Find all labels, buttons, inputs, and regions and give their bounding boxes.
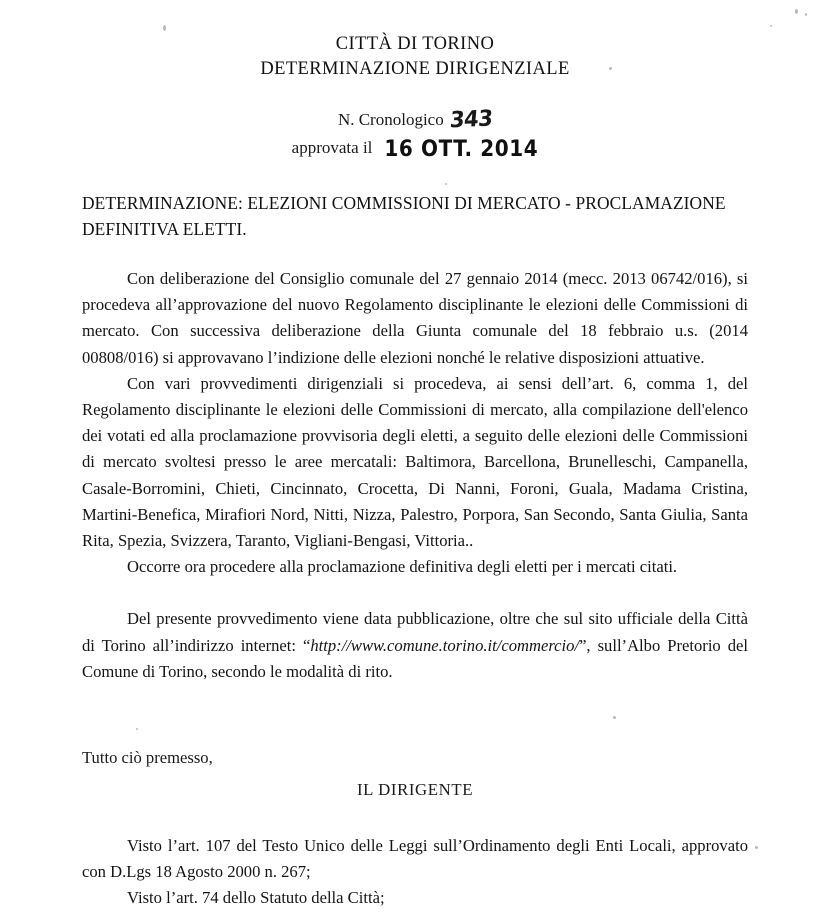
document-type-title: DETERMINAZIONE DIRIGENZIALE — [260, 59, 570, 79]
scan-speckle — [755, 846, 758, 849]
approval-date-row — [292, 136, 539, 160]
premesso-line: Tutto ciò premesso, — [82, 748, 213, 768]
visto-article-74: Visto l’art. 74 dello Statuto della Città; — [127, 888, 385, 908]
organization-title: CITTÀ DI TORINO — [335, 34, 495, 54]
body-paragraph-1: Con deliberazione del Consiglio comunale del 27 gennaio 2014 (mecc. 2013 06742/016), si procedeva all’approvazione del nuovo Regolamento disciplinante le elezioni delle Commissioni di mercato. Con successiva deliberazione della Giunta comunale del 18 febbraio u.s. (2014 00808/016) si approvavano l’indizione delle elezioni nonché le relative disposizioni attuative. — [82, 269, 748, 367]
approval-date-stamp: 16 OTT. 2014 — [384, 134, 539, 162]
registration-block — [82, 107, 748, 160]
determination-subject: DETERMINAZIONE: ELEZIONI COMMISSIONI DI MERCATO - PROCLAMAZIONE DEFINITIVA ELETTI. — [82, 193, 726, 239]
cronologico-row — [338, 107, 492, 132]
body-paragraph-2: Con vari provvedimenti dirigenziali si procedeva, ai sensi dell’art. 6, comma 1, del Regolamento disciplinante le elezioni delle Commissioni di mercato, alla compilazione dell'elenco dei votati ed alla proclamazione provvisoria degli eletti, a seguito delle elezioni delle Commissioni di mercato svoltesi presso le aree mercatali: Baltimora, Barcellona, Brunelleschi, Campanella, Casale-Borromini, Chieti, Cincinnato, Crocetta, Di Nanni, Foroni, Guala, Madama Cristina, Martini-Benefica, Mirafiori Nord, Nitti, Nizza, Palestro, Porpora, San Secondo, Santa Giulia, Santa Rita, Spezia, Svizzera, Taranto, Vigliani-Bengasi, Vittoria.. — [82, 373, 748, 551]
scan-speckle — [770, 25, 772, 27]
body-paragraph-4 — [82, 606, 748, 685]
publication-text-after-url: ”, sull’Albo Pretorio del Comune di Torino, secondo le modalità di rito. — [82, 635, 748, 681]
cronologico-label: N. Cronologico — [337, 110, 444, 129]
commerce-website-url: http://www.comune.torino.it/commercio/ — [310, 635, 580, 655]
document-content — [82, 0, 748, 912]
scan-speckle — [795, 9, 798, 14]
scan-speckle — [805, 13, 807, 16]
body-paragraph-3: Occorre ora procedere alla proclamazione definitiva degli eletti per i mercati citati. — [127, 557, 678, 577]
signer-title: IL DIRIGENTE — [356, 780, 474, 800]
approved-label: approvata il — [291, 138, 373, 157]
publication-text-before-url: Del presente provvedimento viene data pubblicazione, oltre che sul sito ufficiale della Città di Torino all’indirizzo internet: “ — [82, 609, 748, 655]
cronologico-number-handwritten: 343 — [448, 105, 494, 133]
visto-article-107: Visto l’art. 107 del Testo Unico delle Leggi sull’Ordinamento degli Enti Locali, approvato con D.Lgs 18 Agosto 2000 n. 267; — [82, 836, 748, 882]
